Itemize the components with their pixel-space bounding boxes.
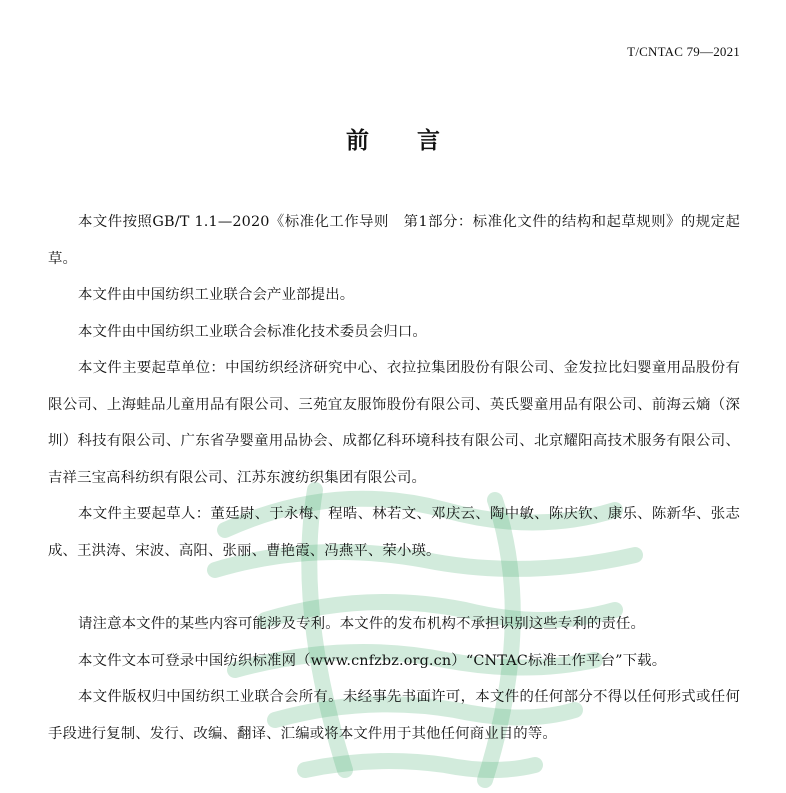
document-code: T/CNTAC 79—2021 — [627, 44, 740, 59]
paragraph-copyright-notice: 本文件版权归中国纺织工业联合会所有。未经事先书面许可，本文件的任何部分不得以任何形式或任何手段进行复制、发行、改编、翻译、汇编或将本文件用于其他任何商业目的等。 — [48, 689, 740, 742]
paragraph-proposer: 本文件由中国纺织工业联合会产业部提出。 — [78, 287, 355, 303]
paragraph-download-notice: 本文件文本可登录中国纺织标准网（www.cnfzbz.org.cn）“CNTAC标准工作平台”下载。 — [78, 652, 667, 669]
paragraph-technical-committee: 本文件由中国纺织工业联合会标准化技术委员会归口。 — [78, 323, 427, 340]
page-title: 前言 — [346, 128, 488, 154]
paragraph-drafting-units: 本文件主要起草单位：中国纺织经济研究中心、衣拉拉集团股份有限公司、金发拉比妇婴童用品股份有限公司、上海蛙品儿童用品有限公司、三苑宜友服饰股份有限公司、英氏婴童用品有限公司、前海云熵（深圳）科技有限公司、广东省孕婴童用品协会、成都亿科环境科技有限公司、北京耀阳高技术服务有限公司、吉祥三宝高科纺织有限公司、江苏东渡纺织集团有限公司。 — [48, 360, 740, 486]
paragraph-drafters: 本文件主要起草人：董廷尉、于永梅、程晧、林若文、邓庆云、陶中敏、陈庆钦、康乐、陈新华、张志成、王洪涛、宋波、高阳、张丽、曹艳霞、冯燕平、荣小瑛。 — [48, 506, 740, 559]
paragraph-drafting-rules: 本文件按照GB/T 1.1—2020《标准化工作导则 第1部分：标准化文件的结构和起草规则》的规定起草。 — [48, 214, 740, 267]
paragraph-patent-notice: 请注意本文件的某些内容可能涉及专利。本文件的发布机构不承担识别这些专利的责任。 — [78, 616, 646, 632]
document-body — [48, 204, 740, 761]
paragraph-gap — [48, 578, 740, 606]
